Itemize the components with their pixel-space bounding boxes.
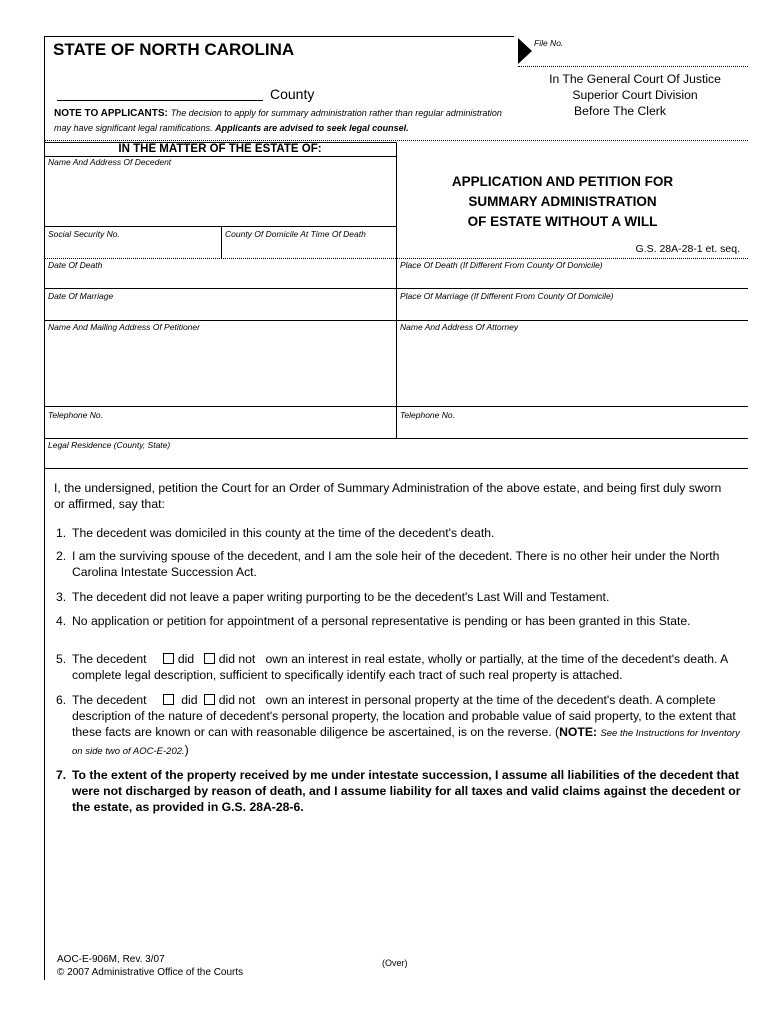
list-item-7: 7. To the extent of the property received by me under intestate succession, I assume all liabilities of the decedent that were not discharged by reason of death, and I assume liability for all taxes and valid claims against the decedent or the estate, as provided in G.S. 28A-28-6. (56, 767, 746, 815)
item6-did-label: did (181, 693, 198, 707)
item1-text: The decedent was domiciled in this county at the time of the decedent's death. (72, 526, 495, 540)
legal-residence-label: Legal Residence (County, State) (48, 440, 171, 450)
date-death-label: Date Of Death (48, 260, 103, 270)
list-item-6: 6. The decedent did did not own an interest in personal property at the time of the decedent's death. A complete description of the nature of decedent's personal property, the location and probable value of said property, to the extent that these facts are known or can with reasonable diligence be ascertained, is on the reverse. (NOTE: See the Instructions for Inventory on side two of AOC-E-202.) (56, 693, 740, 757)
item7-text: To the extent of the property received by me under intestate succession, I assume all liabilities of the decedent that were not discharged by reason of death, and I assume liability for all taxes and valid claims against the decedent or the estate, as provided in G.S. 28A-28-6. (72, 768, 741, 814)
item6-text: own an interest in personal property at the time of the decedent's death. A complete description of the nature of decedent's personal property, the location and probable value of said property, to the extent that these facts are known or can with reasonable diligence be ascertained, is on the reverse. ( (72, 693, 736, 739)
item6-lead: The decedent (72, 693, 147, 707)
list-item-2: 2. I am the surviving spouse of the decedent, and I am the sole heir of the decedent. There is no other heir under the North Carolina Intestate Succession Act. (56, 548, 746, 580)
item6-did-checkbox[interactable] (163, 694, 174, 705)
note-text2: may have significant legal ramifications. (54, 123, 213, 133)
item5-didnot-label: did not (218, 652, 256, 666)
list-item-1: 1. The decedent was domiciled in this county at the time of the decedent's death. (56, 525, 746, 541)
petitioner-label: Name And Mailing Address Of Petitioner (48, 322, 200, 332)
item6-note-label: NOTE: (559, 725, 598, 739)
file-no-arrow-icon (518, 38, 532, 64)
item3-text: The decedent did not leave a paper writing purporting to be the decedent's Last Will and Testament. (72, 590, 610, 604)
telephone-attorney-label: Telephone No. (400, 410, 455, 420)
item5-lead: The decedent (72, 652, 147, 666)
title-line2: SUMMARY ADMINISTRATION (468, 194, 657, 209)
list-item-4: 4. No application or petition for appointment of a personal representative is pending or has been granted in this State. (56, 613, 746, 629)
residence-top-line (44, 438, 748, 439)
court-line1: In The General Court Of Justice (549, 72, 721, 86)
list-item-5: 5. The decedent did did not own an interest in real estate, wholly or partially, at the time of the decedent's death. A complete legal description, sufficient to specifically identify each tract of such real property is attached. (56, 652, 728, 682)
copyright: © 2007 Administrative Office of the Courts (57, 967, 244, 978)
decedent-right-border (396, 142, 397, 258)
county-label: County (270, 86, 315, 102)
statute: G.S. 28A-28-1 et. seq. (635, 243, 740, 255)
place-death-label: Place Of Death (If Different From County Of Domicile) (400, 260, 603, 270)
item5-text: own an interest in real estate, wholly or partially, at the time of the decedent's death. A complete legal description, sufficient to specifically identify each tract of such real property is attached. (72, 652, 728, 682)
attorney-label: Name And Address Of Attorney (400, 322, 519, 332)
item4-text: No application or petition for appointment of a personal representative is pending or has been granted in this State. (72, 614, 691, 628)
intro-paragraph: I, the undersigned, petition the Court for an Order of Summary Administration of the above estate, and being first duly sworn or affirmed, say that: (54, 481, 722, 511)
decedent-name-label: Name And Address Of Decedent (48, 157, 172, 167)
form-number: AOC-E-906M, Rev. 3/07 (57, 954, 165, 965)
file-no-line (518, 66, 748, 67)
matter-heading: IN THE MATTER OF THE ESTATE OF: (118, 143, 322, 155)
death-divider (396, 258, 397, 288)
court-line3: Before The Clerk (574, 104, 666, 118)
item6-close: ) (184, 743, 189, 757)
list-item-3: 3. The decedent did not leave a paper writing purporting to be the decedent's Last Will and Testament. (56, 589, 746, 605)
item2-text: I am the surviving spouse of the decedent, and I am the sole heir of the decedent. There is no other heir under the North Carolina Intestate Succession Act. (72, 549, 720, 579)
note-bold: Applicants are advised to seek legal counsel. (215, 123, 409, 133)
court-line2: Superior Court Division (572, 88, 698, 102)
item5-did-label: did (177, 652, 195, 666)
left-border (44, 36, 45, 980)
title-line3: OF ESTATE WITHOUT A WILL (467, 214, 658, 229)
state-title: STATE OF NORTH CAROLINA (53, 40, 295, 59)
note-line2 (54, 123, 409, 133)
file-no-label: File No. (534, 38, 564, 48)
note-label: NOTE TO APPLICANTS: (54, 108, 168, 119)
item6-didnot-checkbox[interactable] (204, 694, 215, 705)
telephone-top-line (44, 406, 748, 407)
petitioner-divider (396, 320, 397, 438)
title-line1: APPLICATION AND PETITION FOR (451, 174, 674, 189)
note-text: The decision to apply for summary administration rather than regular administration (170, 108, 502, 118)
telephone-petitioner-label: Telephone No. (48, 410, 103, 420)
county-domicile-label: County Of Domicile At Time Of Death (225, 229, 366, 239)
item6-note-text: See the Instructions for Inventory on side two of AOC-E-202. (72, 728, 740, 757)
top-border (44, 36, 514, 37)
ssn-top-line (44, 226, 396, 227)
ssn-divider (221, 226, 222, 258)
place-marriage-label: Place Of Marriage (If Different From County Of Domicile) (400, 291, 614, 301)
item6-didnot-label: did not (218, 693, 256, 707)
marriage-divider (396, 288, 397, 320)
over-label: (Over) (382, 958, 408, 968)
item5-did-checkbox[interactable] (163, 653, 174, 664)
matter-top-line (44, 140, 748, 141)
residence-bottom-line (44, 468, 748, 469)
county-line (57, 100, 263, 101)
ssn-label: Social Security No. (48, 229, 120, 239)
item5-didnot-checkbox[interactable] (204, 653, 215, 664)
note-to-applicants (54, 108, 574, 119)
date-marriage-label: Date Of Marriage (48, 291, 114, 301)
